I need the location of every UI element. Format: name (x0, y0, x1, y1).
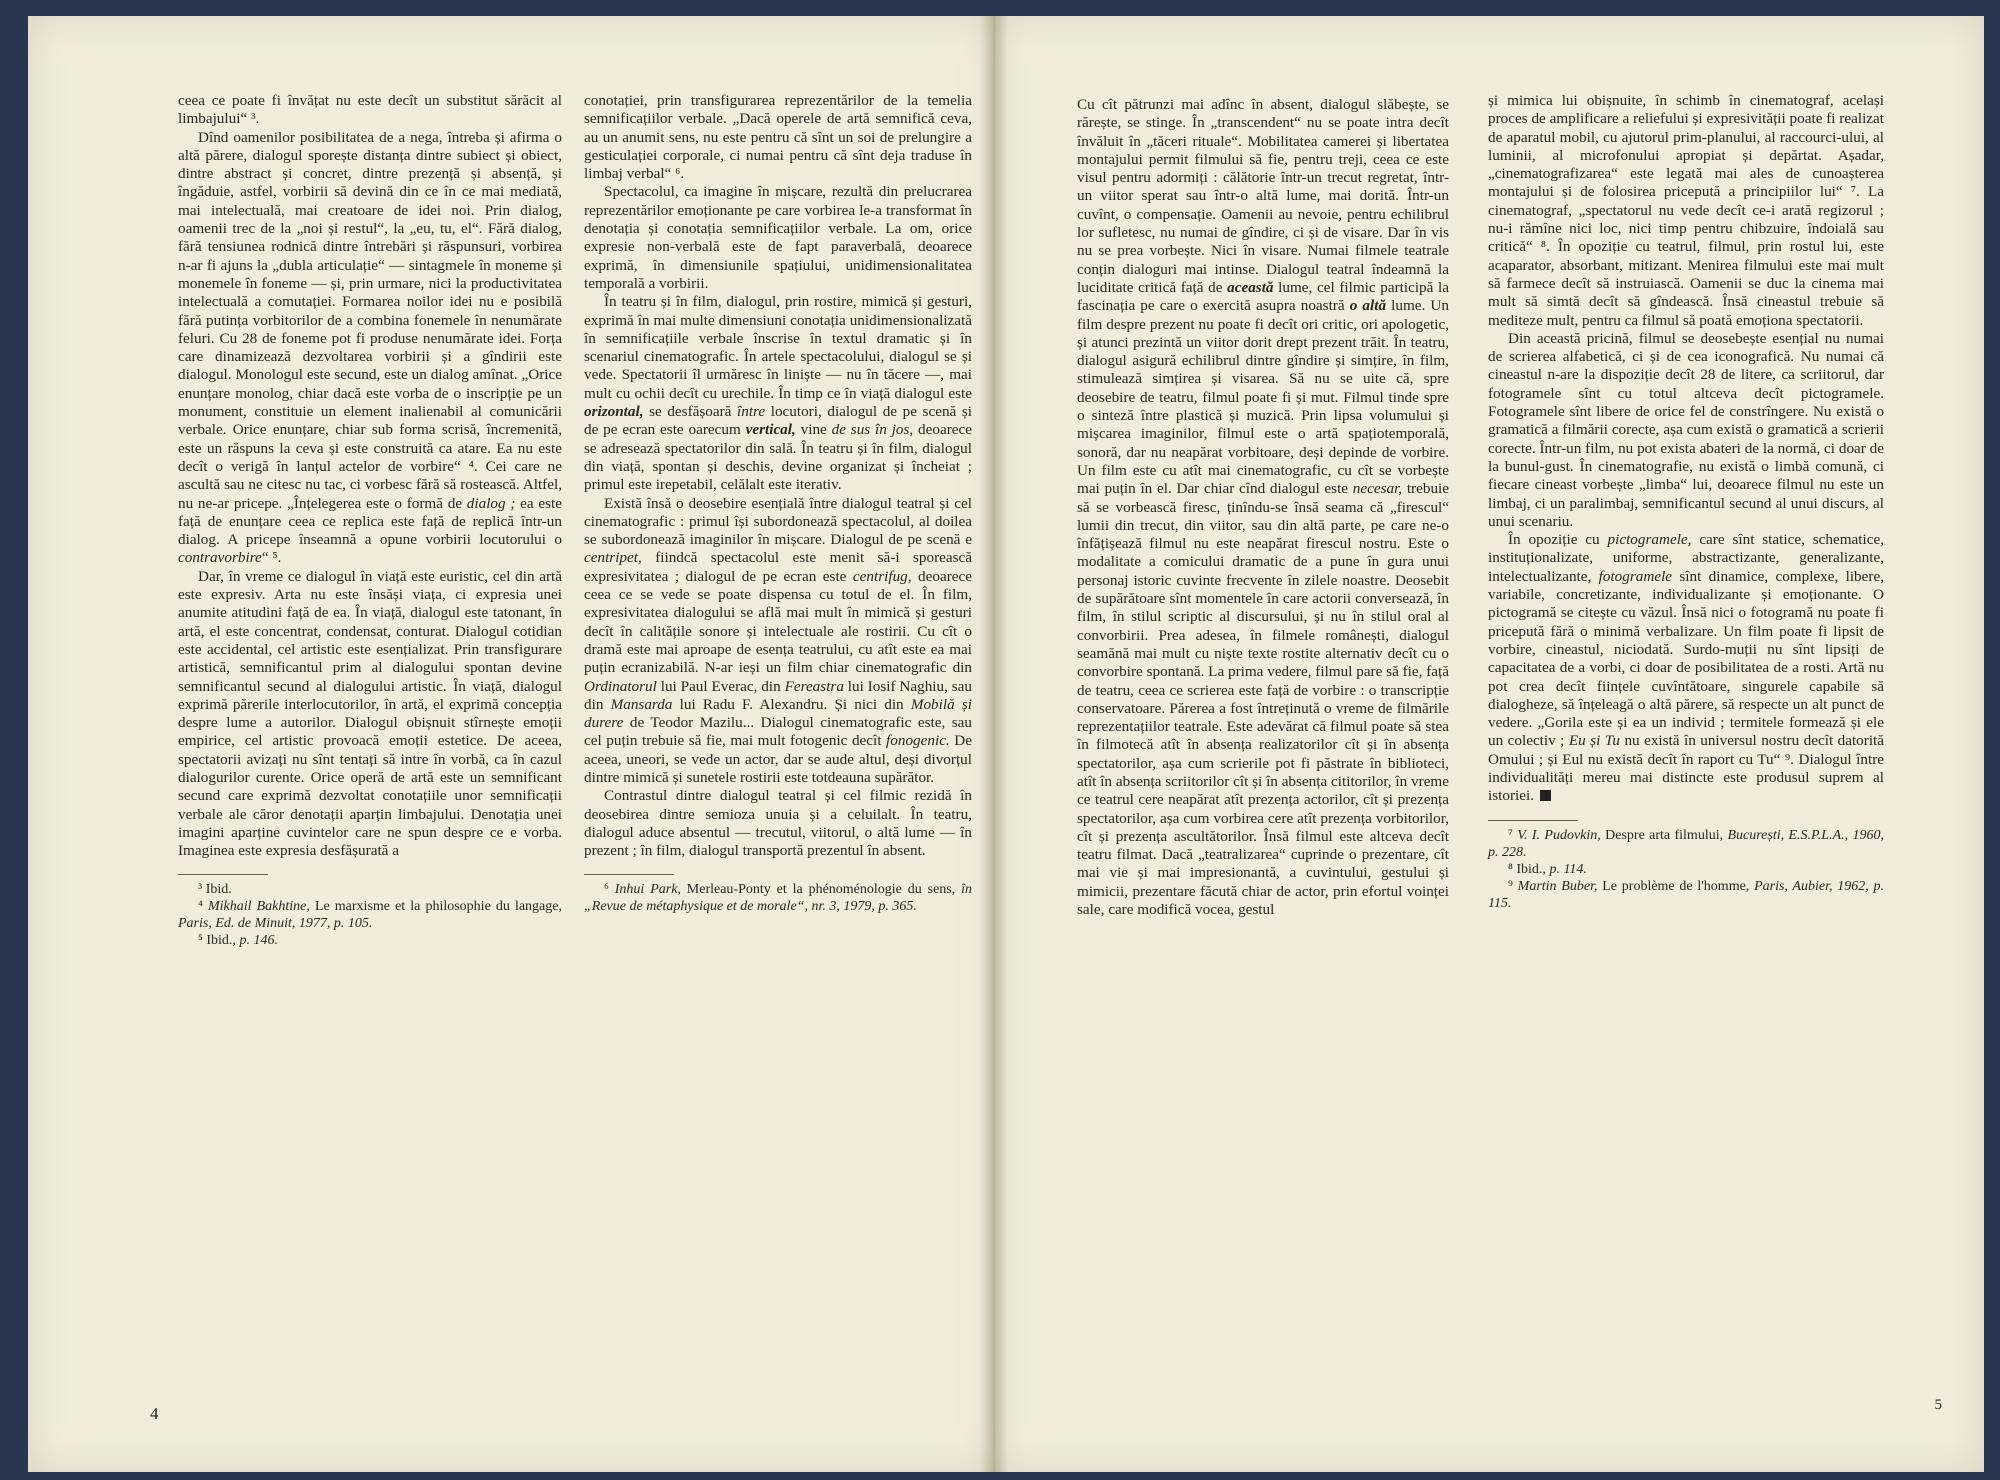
footnote: ³ Ibid. (198, 882, 232, 898)
footnotes (584, 881, 972, 915)
footnote: ⁵ Ibid., p. 146. (198, 933, 278, 949)
footnote-separator (178, 874, 268, 875)
end-of-article-icon (1540, 790, 1551, 801)
paragraph: În teatru și în film, dialogul, prin rostire, mimică și gesturi, exprimă în mai multe dimensiuni conotația unidimensionalizată în semnificațiile verbale înscrise în textul dramatic și în scenariul cinematografic. În artele spectacolului, dialogul se și vede. Spectatorii îl urmăresc în liniște — nu în tăcere —, mai mult cu ochii decît cu urechile. În timp ce în viață dialogul este orizontal, se desfășoară între locutori, dialogul de pe scenă și de pe ecran este oarecum vertical, vine de sus în jos, deoarece se adresează spectatorilor din sală. În teatru și în film, dialogul din viață, spontan și deschis, devine organizat și încheiat ; primul este irepetabil, celălalt este iterativ. (584, 293, 973, 494)
paragraph: Cu cît pătrunzi mai adînc în absent, dialogul slăbește, se rărește, se stinge. În „transcendent“ nu se poate intra decît învăluit în „tăceri rituale“. Mobilitatea camerei și libertatea montajului permit filmului să fie, pentru treji, ceea ce este visul pentru adormiți : călătorie într-un trecut regretat, într-un viitor sperat sau într-o altă lume, mai dorită. Într-un cuvînt, o compensație. Oamenii au nevoie, pentru echilibrul lor sufletesc, nu numai de gîndire, ci și de visare. Dar în vis nu se prea vorbește. Nici în visare. Numai filmele teatrale conțin dialoguri mai intinse. Dialogul teatral îndeamnă la luciditate critică față de această lume, cel filmic participă la fascinația pe care o exercită asupra noastră o altă lume. Un film despre prezent nu poate fi decît ori critic, ori apologetic, și atunci prezintă un viitor dorit drept prezent trăit. În teatru, dialogul asigură echilibrul dintre gîndire și simțire, în film, stimulează simțirea și visarea. Să nu se uite că, spre deosebire de teatru, filmul poate fi și mut. Filmul tinde spre o sinteză între plastică și muzică. Prin lipsa volumului și mișcarea imaginilor, filmul este o artă spațiotemporală, sonoră, dar nu neapărat vorbitoare, deși depinde de vorbire. Un film este cu atît mai cinematografic, cu cît se vorbește mai puțin în el. Dar chiar cînd dialogul este necesar, trebuie să se vorbească firesc, ținîndu-se însă seama că „firescul“ lumii din trecut, din viitor, sau din altă parte, pe care ne-o înfățișează filmul nu este neapărat firescul nostru. Este o modalitate a comicului dramatic de a pune în gura unui personaj istoric cuvinte frecvente în zilele noastre. Deosebit de supărătoare sînt momentele în care actorii conversează, în film, în stilul scriptic al discursului, și nu în stilul oral al convorbirii. Prea adesea, în filmele românești, dialogul seamănă mai mult cu niște texte rostite alternativ decît cu o convorbire spontană. La prima vedere, filmul pare să fie, față de teatru, ceea ce scrierea este față de vorbire : o transcripție conservatoare. Părerea a fost întreținută o vreme de filmările reprezentațiilor teatrale. Este adevărat că filmul poate să stea în filmotecă atît în absența realizatorilor cît și în absența spectatorilor, așa cum scrierile pot fi păstrate în biblioteci, atît în absența scriitorilor cît și în absența cititorilor, în vreme ce teatrul cere neapărat atît prezența actorilor, cît și prezența spectatorilor, așa cum vorbirea cere atît prezența vorbitorilor, cît și prezența ascultătorilor. Însă filmul este altceva decît teatru filmat. Dacă „teatralizarea“ cuprinde o prezentare, cît mai vie și mai impresionantă, a cuvintului, gestului și mimicii, prezentare făcută chiar de actor, prin efortul voinței sale, care modifică vocea, gestul (1077, 96, 1450, 919)
right-column-2 (1488, 92, 1884, 912)
footnote: ⁸ Ibid., p. 114. (1508, 861, 1587, 877)
paragraph: Dînd oamenilor posibilitatea de a nega, întreba și afirma o altă părere, dialogul sporește distanța dintre subiect și obiect, dintre abstract și concret, dintre prezență și absență, și îngăduie, astfel, vorbirii să devină din ce în ce mai mediată, mai intelectuală, mai creatoare de idei noi. Prin dialog, oamenii trec de la „noi și restul“, la „eu, tu, el“. Fără dialog, fără tensiunea rodnică dintre întrebări și răspunsuri, vorbirea n-ar fi ajuns la „dubla articulație“ — sintagmele în moneme și monemele în foneme — și, prin urmare, nici la productivitatea intelectuală a comutației. Formarea noilor idei nu e posibilă fără putința vorbitorilor de a combina fonemele în nenumărate feluri. Cu 28 de foneme pot fi produse nenumărate idei. Forța care dinamizează dezvoltarea vorbirii și a gîndirii este dialogul. Monologul este secund, este un dialog amînat. „Orice enunțare monolog, chiar dacă este vorba de o inscripție pe un monument, constituie un element inalienabil al comunicării verbale. Orice enunțare, chiar sub forma scrisă, încremenită, este un răspuns la ceva și este construită ca atare. Ea nu este decît o verigă în lanțul actelor de vorbire“ ⁴. Cei care ne ascultă sau ne citesc nu tac, ci vorbesc fără să rostească. Altfel, nu ne-ar pricepe. „Înțelegerea este o formă de dialog ; ea este față de enunțare ceea ce replica este față de replică într-un dialog. A pricepe înseamnă a opune vorbirii locutorului o contravorbire“ ⁵. (178, 128, 563, 567)
left-page (28, 16, 994, 1472)
footnote-separator (584, 874, 674, 875)
left-column-1 (178, 92, 562, 949)
footnote-separator (1488, 820, 1578, 821)
page-number: 4 (150, 1404, 159, 1423)
footnotes (1488, 827, 1884, 912)
footnote: ⁴ Mikhail Bakhtine, Le marxisme et la philosophie du langage, Paris, Ed. de Minuit, 1977, p. 105. (178, 899, 562, 932)
paragraph: Există însă o deosebire esențială între dialogul teatral și cel cinematografic : primul își subordonează spectacolul, al doilea se subordonează imaginilor în mișcare. Dialogul de pe scenă e centripet, fiindcă spectacolul este menit să-i sporească expresivitatea ; dialogul de pe ecran este centrifug, deoarece ceea ce se vede se poate dispensa cu totul de el. În film, expresivitatea dialogului se află mai mult în mimică și gesturi decît în calitățile sonore și intelectuale ale rostirii. Cu cît o dramă este mai aproape de esența teatrului, cu atît este ea mai puțin ecranizabilă. N-ar ieși un film chiar cinematografic din Ordinatorul lui Paul Everac, din Fereastra lui Iosif Naghiu, sau din Mansarda lui Radu F. Alexandru. Și nici din Mobilă și durere de Teodor Mazilu... Dialogul cinematografic este, sau cel puțin trebuie să fie, mai mult fotogenic decît fonogenic. De aceea, uneori, se vede un actor, dar se aude altul, deși divorțul dintre mimică și sunetele rostirii este totdeauna supărător. (584, 494, 973, 786)
paragraph: Contrastul dintre dialogul teatral și cel filmic rezidă în deosebirea dintre semioza unuia și a celuilalt. În teatru, dialogul aduce absentul — trecutul, viitorul, o altă lume — în prezent ; în film, dialogul transportă prezentul în absent. (584, 787, 972, 860)
right-column-1 (1077, 96, 1449, 919)
paragraph: Dar, în vreme ce dialogul în viață este euristic, cel din artă este expresiv. Arta nu este însăși viața, ci expresia unei anumite atitudini față de ea. În viață, dialogul este tatonant, în artă, el este concentrat, condensat, conturat. Dialogul cotidian este accidental, cel artistic este esențializat. Prin transfigurare artistică, semnificantul prim al dialogului spontan devine semnificantul secund al dialogului artistic. În viață, dialogul exprimă părerile interlocutorilor, în artă, el exprimă concepția despre lume a autorilor. Dialogul obișnuit stîrnește emoții empirice, cel artistic provoacă emoții estetice. De aceea, spectatorii avizați nu sînt tentați să intre în vorbă, ca în cazul dialogurilor curente. Orice operă de artă este un semnificant secund care exprimă dezvoltat conotațiile unor semnificații verbale ale căror denotații aparțin limbajului. Denotația unei imagini aparține cuvintelor care ne spun despre ce e vorba. Imaginea este expresia desfășurată a (178, 567, 562, 860)
paragraph: conotației, prin transfigurarea reprezentărilor de la temelia semnificațiilor verbale. „Dacă operele de artă semnifică ceva, au un anumit sens, nu este pentru că sînt un soi de prelungire a gesticulației corporale, ci numai pentru că sînt deja traduse în limbaj verbal“ ⁶. (584, 92, 972, 183)
footnote: ⁷ V. I. Pudovkin, Despre arta filmului, București, E.S.P.L.A., 1960, p. 228. (1488, 827, 1884, 860)
footnotes (178, 881, 562, 949)
right-page (994, 16, 1984, 1472)
page-number: 5 (1934, 1397, 1942, 1413)
left-column-2 (584, 92, 972, 915)
paragraph: Din această pricină, filmul se deosebește esențial nu numai de scrierea alfabetică, ci și de cea iconografică. Nu numai că cineastul n-are la dispoziție decît 28 de litere, ca scriitorul, dar fotogramele sînt cu totul altceva decît pictogramele. Fotogramele sînt libere de orice fel de constrîngere. Nu există o gramatică a filmării corecte, așa cum există o gramatică a scrierii corecte. Într-un film, nu pot exista abateri de la normă, ci doar de la bunul-gust. În cinematografie, nu există o limbă comună, ci fiecare cineast vorbește „limba“ lui, deoarece filmul nu este un limbaj, ci un paralimbaj, semnificantul secund al unui discurs, al unui scenariu. (1488, 329, 1884, 530)
paragraph: În opoziție cu pictogramele, care sînt statice, schematice, instituționalizate, uniforme, abstractizante, generalizante, intelectualizante, fotogramele sînt dinamice, complexe, libere, variabile, concretizante, individualizante și emoționante. O pictogramă se citește cu văzul. Însă nici o fotogramă nu poate fi pricepută fără o minimă verbalizare. Un film poate fi lipsit de vorbire, cineastul, niciodată. Surdo-muții nu sînt lipsiți de capacitatea de a vorbi, ci doar de posibilitatea de a rosti. Artă nu pot crea decît ființele cuvîntătoare, singurele capabile să dialogheze, să înțeleagă o altă părere, să respecte un alt punct de vedere. „Gorila este și ea un individ ; termitele formează și ele un colectiv ; Eu și Tu nu există în universul nostru decît datorită Omului ; și Eul nu există decît în raport cu Tu“ ⁹. Dialogul între individualități mereu mai distincte este produsul suprem al istoriei. (1488, 531, 1885, 805)
paragraph: ceea ce poate fi învățat nu este decît un substitut sărăcit al limbajului“ ³. (178, 92, 562, 128)
paragraph: și mimica lui obișnuite, în schimb în cinematograf, același proces de amplificare a reliefului și expresivității poate fi realizat de aparatul mobil, cu ajutorul prim-planului, al raccourci-ului, al luminii, al microfonului apropiat și depărtat. Așadar, „cinematografizarea“ este legată mai ales de cunoașterea montajului și de folosirea pricepută a principiilor lui“ ⁷. La cinematograf, „spectatorul nu vede decît ce-i arată regizorul ; nu-i rămîne nici loc, nici timp pentru chibzuire, îndoială sau critică“ ⁸. În opoziție cu teatrul, filmul, prin rostul lui, este acaparator, absorbant, mitizant. Menirea filmului este mai mult să farmece decît să instruiască. Oamenii se duc la cinema mai mult să simtă decît să gîndească. Însă cineastul trebuie să mediteze mult, pentru ca filmul să poată emoționa spectatorii. (1488, 92, 1884, 329)
footnote: ⁶ Inhui Park, Merleau-Ponty et la phénoménologie du sens, în „Revue de métaphysique et de morale“, nr. 3, 1979, p. 365. (584, 882, 973, 915)
paragraph: Spectacolul, ca imagine în mișcare, rezultă din prelucrarea reprezentărilor emoționante pe care vorbirea le-a transformat în denotația și conotația semnificațiilor verbale. La om, orice expresie non-verbală este de fapt paraverbală, deoarece exprimă, în dimensiunile spațiului, unidimensionalitatea temporală a vorbirii. (584, 183, 972, 292)
footnote: ⁹ Martin Buber, Le problème de l'homme, Paris, Aubier, 1962, p. 115. (1488, 878, 1884, 911)
